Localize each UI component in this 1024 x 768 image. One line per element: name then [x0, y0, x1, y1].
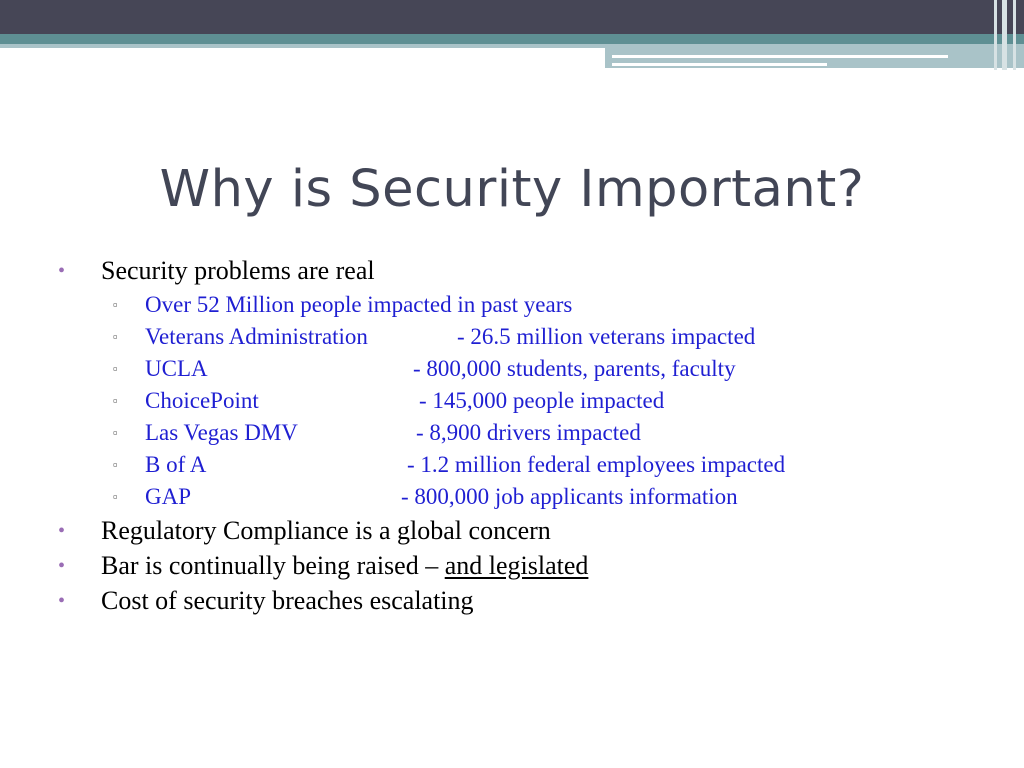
bullet-marker: •	[58, 590, 66, 612]
sub-bullet-item	[0, 481, 1024, 513]
bullet-marker: •	[58, 260, 66, 282]
bullet-text-underlined: and legislated	[444, 551, 589, 580]
sub-bullet-name: UCLA	[145, 356, 208, 381]
bullet-text: Regulatory Compliance is a global concern	[101, 516, 551, 545]
sub-bullet-detail: - 800,000 job applicants information	[401, 484, 738, 509]
bullet-marker: •	[58, 555, 66, 577]
sub-bullet-marker: ▫	[113, 329, 118, 344]
slide-title: Why is Security Important?	[159, 160, 865, 219]
sub-bullet-marker: ▫	[113, 425, 118, 440]
bullet-text-plain: Bar is continually being raised –	[101, 551, 445, 580]
header-dark-band	[0, 0, 1024, 34]
sub-bullet-detail: - 8,900 drivers impacted	[416, 420, 641, 445]
header-teal-stripe	[0, 34, 1024, 44]
sub-bullet-item	[0, 353, 1024, 385]
sub-bullet-name: Las Vegas DMV	[145, 420, 298, 445]
bullet-item	[0, 583, 1024, 619]
sub-bullet-detail: - 1.2 million federal employees impacted	[407, 452, 786, 477]
sub-bullet-marker: ▫	[113, 393, 118, 408]
sub-bullet-item	[0, 385, 1024, 417]
sub-bullet-name: B of A	[145, 452, 207, 477]
bullet-item	[0, 513, 1024, 549]
sub-bullet-marker: ▫	[113, 457, 118, 472]
sub-bullet-marker: ▫	[113, 297, 118, 312]
bullet-text: Cost of security breaches escalating	[101, 586, 474, 615]
bullet-item	[0, 548, 1024, 584]
sub-bullet-name: Veterans Administration	[145, 324, 368, 349]
sub-bullet-item	[0, 417, 1024, 449]
header-light-stripe-left	[0, 44, 605, 48]
bullet-text: Security problems are real	[101, 256, 375, 285]
header-vertical-bar-2	[1002, 0, 1007, 70]
bullet-text	[101, 548, 588, 584]
sub-bullet-marker: ▫	[113, 489, 118, 504]
sub-bullet-marker: ▫	[113, 361, 118, 376]
sub-bullet-name: GAP	[145, 484, 192, 509]
sub-bullet-detail: - 800,000 students, parents, faculty	[413, 356, 736, 381]
sub-bullet-item	[0, 321, 1024, 353]
sub-bullet-detail: - 26.5 million veterans impacted	[457, 324, 756, 349]
bullet-marker: •	[58, 520, 66, 542]
sub-bullet-item	[0, 449, 1024, 481]
header-white-line-2	[612, 63, 827, 66]
header-vertical-bar-1	[994, 0, 997, 70]
header-decoration	[0, 0, 1024, 70]
sub-bullet-item	[0, 289, 1024, 321]
sub-bullet-name: ChoicePoint	[145, 388, 259, 413]
sub-bullet-name: Over 52 Million people impacted in past years	[145, 292, 573, 317]
sub-bullet-detail: - 145,000 people impacted	[419, 388, 665, 413]
header-white-line-1	[612, 55, 948, 58]
bullet-item	[0, 253, 1024, 289]
header-vertical-bar-3	[1013, 0, 1016, 70]
